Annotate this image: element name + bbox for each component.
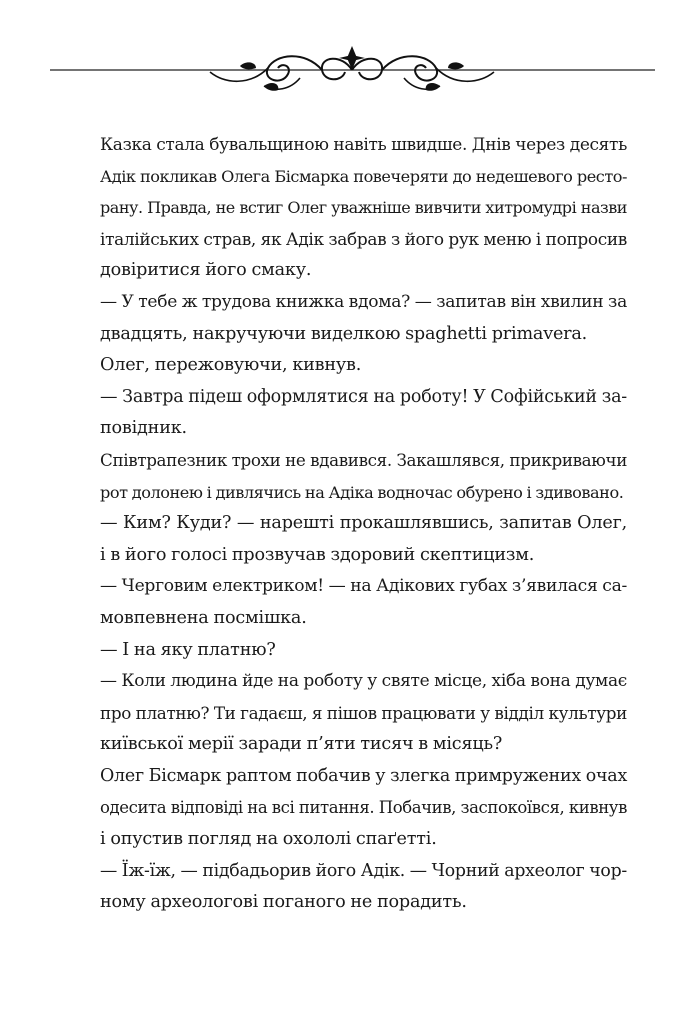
paragraph — [100, 129, 627, 287]
text-line: — Їж-їж, — підбадьорив його Адік. — Чорний археолог чор- — [100, 860, 627, 881]
text-line: італійських страв, як Адік забрав з його рук меню і попросив — [100, 228, 627, 249]
text-line: і опустив погляд на охололі спаґетті. — [100, 829, 437, 850]
text-line: — Ким? Куди? — нарешті прокашлявшись, запитав Олег, — [100, 513, 627, 534]
text-line: Співтрапезник трохи не вдавився. Закашлявся, прикриваючи — [100, 449, 627, 470]
paragraph — [100, 666, 627, 761]
text-line: — Коли людина йде на роботу у святе місце, хіба вона думає — [100, 671, 627, 692]
text-line: Казка стала бувальщиною навіть швидше. Днів через десять — [100, 134, 627, 154]
paragraph — [100, 445, 627, 508]
text-line: і в його голосі прозвучав здоровий скептицизм. — [100, 544, 535, 565]
body-text — [100, 129, 627, 919]
text-line: — І на яку платню? — [100, 639, 276, 660]
text-line: Олег Бісмарк раптом побачив у злегка примружених очах — [100, 765, 628, 786]
text-line: київської мерії заради п’яти тисяч в місяць? — [100, 734, 503, 755]
text-line: — У тебе ж трудова книжка вдома? — запитав він хвилин за — [100, 291, 627, 312]
text-line: двадцять, накручуючи виделкою spaghetti primavera. — [100, 323, 588, 344]
paragraph — [100, 571, 627, 634]
text-line: повідник. — [100, 418, 187, 439]
text-line: про платню? Ти гадаєш, я пішов працювати у відділ культури — [100, 702, 627, 723]
text-line: одесита відповіді на всі питання. Побачив, заспокоївся, кивнув — [100, 798, 627, 818]
text-line: мовпевнена посмішка. — [100, 607, 307, 628]
paragraph — [100, 382, 627, 445]
text-line: рот долонею і дивлячись на Адіка водночас обурено і здивовано. — [100, 482, 624, 502]
text-line: рану. Правда, не встиг Олег уважніше вивчити хитромудрі назви — [100, 198, 627, 218]
text-line: — Черговим електриком! — на Адікових губах з’явилася са- — [100, 576, 627, 597]
text-line: Олег, пережовуючи, кивнув. — [100, 355, 362, 376]
text-line: ному археологові поганого не порадить. — [100, 892, 467, 913]
paragraph — [100, 635, 627, 667]
text-line: Адік покликав Олега Бісмарка повечеряти до недешевого ресто- — [100, 166, 627, 186]
paragraph — [100, 856, 627, 919]
header-ornament — [50, 40, 655, 100]
paragraph — [100, 350, 627, 382]
paragraph — [100, 287, 627, 350]
text-line: довіритися його смаку. — [100, 260, 312, 281]
paragraph — [100, 761, 627, 856]
paragraph — [100, 508, 627, 571]
text-line: — Завтра підеш оформлятися на роботу! У Софійський за- — [100, 386, 627, 407]
